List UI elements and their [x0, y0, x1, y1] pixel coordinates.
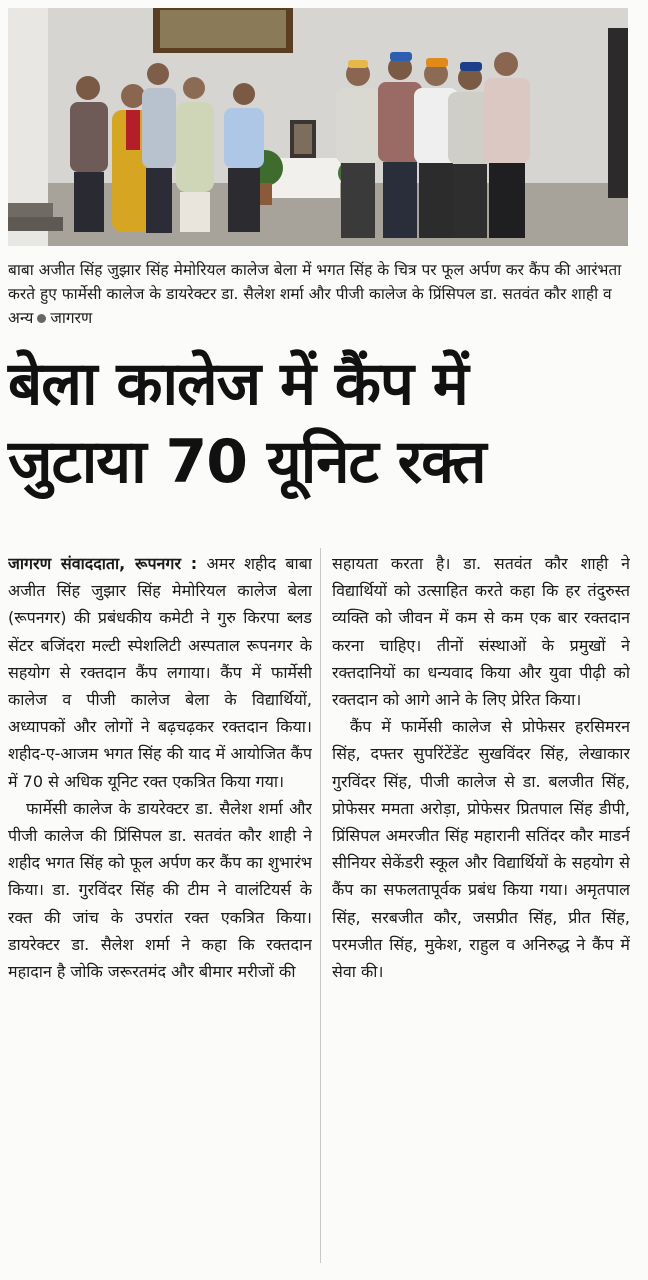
- photo-caption: [8, 258, 633, 330]
- headline: [8, 345, 638, 501]
- article-column-left: [8, 550, 312, 1265]
- caption-text: बाबा अजीत सिंह जुझार सिंह मेमोरियल कालेज बेला में भगत सिंह के चित्र पर फूल अर्पण कर कैंप की आरंभता करते हुए फार्मेसी कालेज के डायरेक्टर डा. सैलेश शर्मा और पीजी कालेज के प्रिंसिपल डा. सतवंत कौर शाही व अन्य: [8, 261, 622, 327]
- caption-credit: जागरण: [50, 309, 93, 327]
- article-paragraph: कैंप में फार्मेसी कालेज से प्रोफेसर हरसिमरन सिंह, दफ्तर सुपरिंटेंडेंट सुखविंदर सिंह, लेखाकार गुरविंदर सिंह, पीजी कालेज से डा. बलजीत सिंह, प्रोफेसर ममता अरोड़ा, प्रोफेसर प्रितपाल सिंह डीपी, प्रिंसिपल अमरजीत सिंह महारानी सतिंदर कौर माडर्न सीनियर सेकेंडरी स्कूल और विद्यार्थियों के सहयोग से कैंप का सफलतापूर्वक प्रबंध किया गया। अमृतपाल सिंह, सरबजीत कौर, जसप्रीत सिंह, प्रीत सिंह, परमजीत सिंह, मुकेश, राहुल व अनिरुद्ध ने कैंप में सेवा की।: [332, 717, 630, 982]
- paragraph-text: अमर शहीद बाबा अजीत सिंह जुझार सिंह मेमोरियल कालेज बेला (रूपनगर) की प्रबंधकीय कमेटी ने गुरु किरपा ब्लड सेंटर बजिंदरा मल्टी स्पेशलिटी अस्पताल रूपनगर के सहयोग से रक्तदान कैंप लगाया। कैंप में फार्मेसी कालेज व पीजी कालेज बेला के विद्यार्थियों, अध्यापकों और लोगों ने बढ़चढ़कर रक्तदान किया। शहीद-ए-आजम भगत सिंह की याद में आयोजित कैंप में 70 से अधिक यूनिट रक्त एकत्रित किया गया।: [8, 554, 312, 791]
- article-column-right: [332, 550, 630, 1265]
- bullet-icon: [37, 314, 46, 323]
- byline: जागरण संवाददाता, रूपनगर :: [8, 554, 198, 573]
- news-photo: [8, 8, 628, 246]
- article-paragraph: [8, 550, 312, 795]
- headline-line-1: बेला कालेज में कैंप में: [8, 349, 468, 419]
- group-photo-illustration: [8, 8, 628, 246]
- article-paragraph: सहायता करता है। डा. सतवंत कौर शाही ने विद्यार्थियों को उत्साहित करते कहा कि हर तंदुरुस्त व्यक्ति को जीवन में कम से कम एक बार रक्तदान करना चाहिए। तीनों संस्थाओं के प्रमुखों ने रक्तदानियों का धन्यवाद किया और युवा पीढ़ी को रक्तदान को आगे आने के लिए प्रेरित किया।: [332, 554, 630, 710]
- headline-line-2: जुटाया 70 यूनिट रक्त: [8, 427, 486, 497]
- column-divider: [320, 548, 321, 1263]
- article-paragraph: फार्मेसी कालेज के डायरेक्टर डा. सैलेश शर्मा और पीजी कालेज की प्रिंसिपल डा. सतवंत कौर शाही ने शहीद भगत सिंह को फूल अर्पण कर कैंप का शुभारंभ किया। डा. गुरविंदर सिंह की टीम ने वालंटियर्स के रक्त की जांच के उपरांत रक्त एकत्रित किया। डायरेक्टर डा. सैलेश शर्मा ने कहा कि रक्तदान महादान है जोकि जरूरतमंद और बीमार मरीजों की: [8, 798, 312, 982]
